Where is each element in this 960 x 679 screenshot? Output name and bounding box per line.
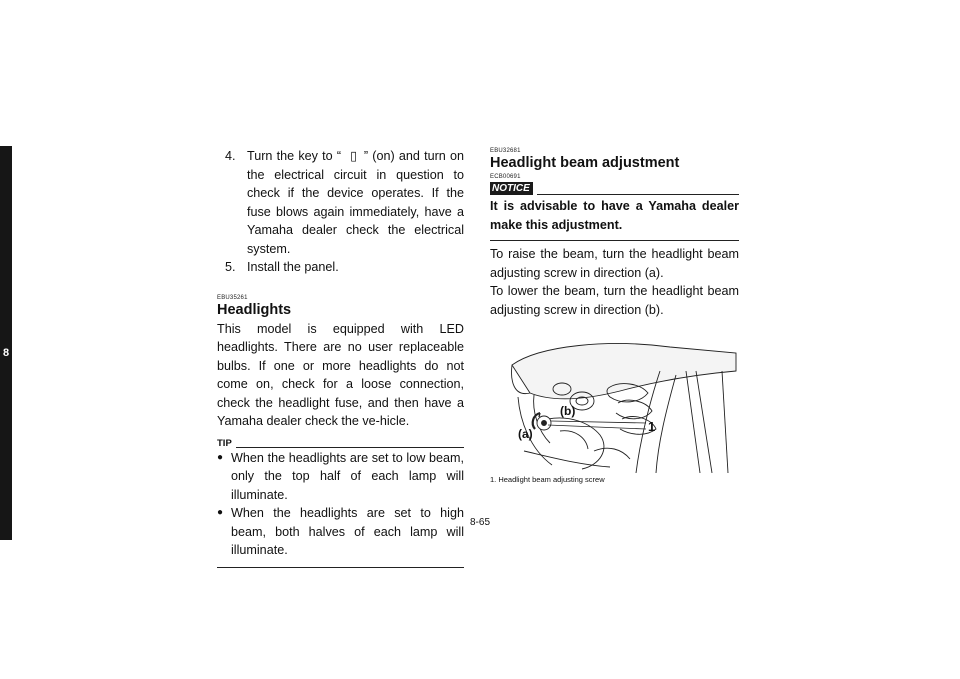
headlights-body: This model is equipped with LED headlights. There are no user replaceable bulbs. If one or more headlights do not come on, check for a loose connection, check the headlight fuse, and then have a Yamaha dealer check the ve-hicle. [217,321,464,428]
tip-header [217,438,464,449]
figure-caption: 1. Headlight beam adjusting screw [490,475,605,484]
notice-end-rule [490,240,739,241]
label-b: (b) [560,404,576,418]
left-column [217,147,464,568]
tip-list [217,449,464,560]
tip-item-text: When the headlights are set to high beam, both halves of each lamp will illuminate. [231,506,464,557]
bullet-icon: ● [217,451,224,463]
label-1: 1 [648,419,656,434]
raise-beam-text: To raise the beam, turn the headlight beam adjusting screw in direction (a). [490,247,739,280]
notice-header [490,182,739,195]
section-title-headlights: Headlights [217,301,292,318]
notice-code: ECB00691 [490,174,521,180]
step-number: 5. [225,260,236,274]
step-4 [217,147,464,258]
tip-rule [236,447,464,448]
section-code: EBU35261 [217,294,248,301]
page-number: 8-65 [469,517,490,528]
label-a: (a) [518,427,533,441]
tip-end-rule [217,567,464,568]
step-text: Turn the key to “ ▯ ” (on) and turn on the electrical circuit in question to check if the device operates. If the fuse blows again immediately, have a Yamaha dealer check the electrical system. [247,149,464,256]
section-code: EBU32681 [490,148,521,154]
chapter-tab [0,146,12,540]
bullet-icon: ● [217,507,224,518]
notice-label: NOTICE [490,182,533,195]
section-title-beam-adjustment: Headlight beam adjustment [490,155,680,171]
right-column [490,147,739,485]
step-5 [217,258,464,277]
list-item [217,504,464,560]
step-number: 4. [225,149,236,163]
tip-item-text: When the headlights are set to low beam, only the top half of each lamp will illuminate. [231,450,464,502]
chapter-number: 8 [2,347,10,359]
notice-text: It is advisable to have a Yamaha dealer make this adjustment. [490,199,739,232]
headlight-adjust-figure [490,331,739,473]
step-text: Install the panel. [247,260,339,274]
headlight-adjust-illustration [490,331,739,473]
lower-beam-text: To lower the beam, turn the headlight beam adjusting screw in direction (b). [490,284,739,317]
tip-label: TIP [217,437,232,449]
list-item [217,449,464,505]
notice-rule [537,194,739,195]
